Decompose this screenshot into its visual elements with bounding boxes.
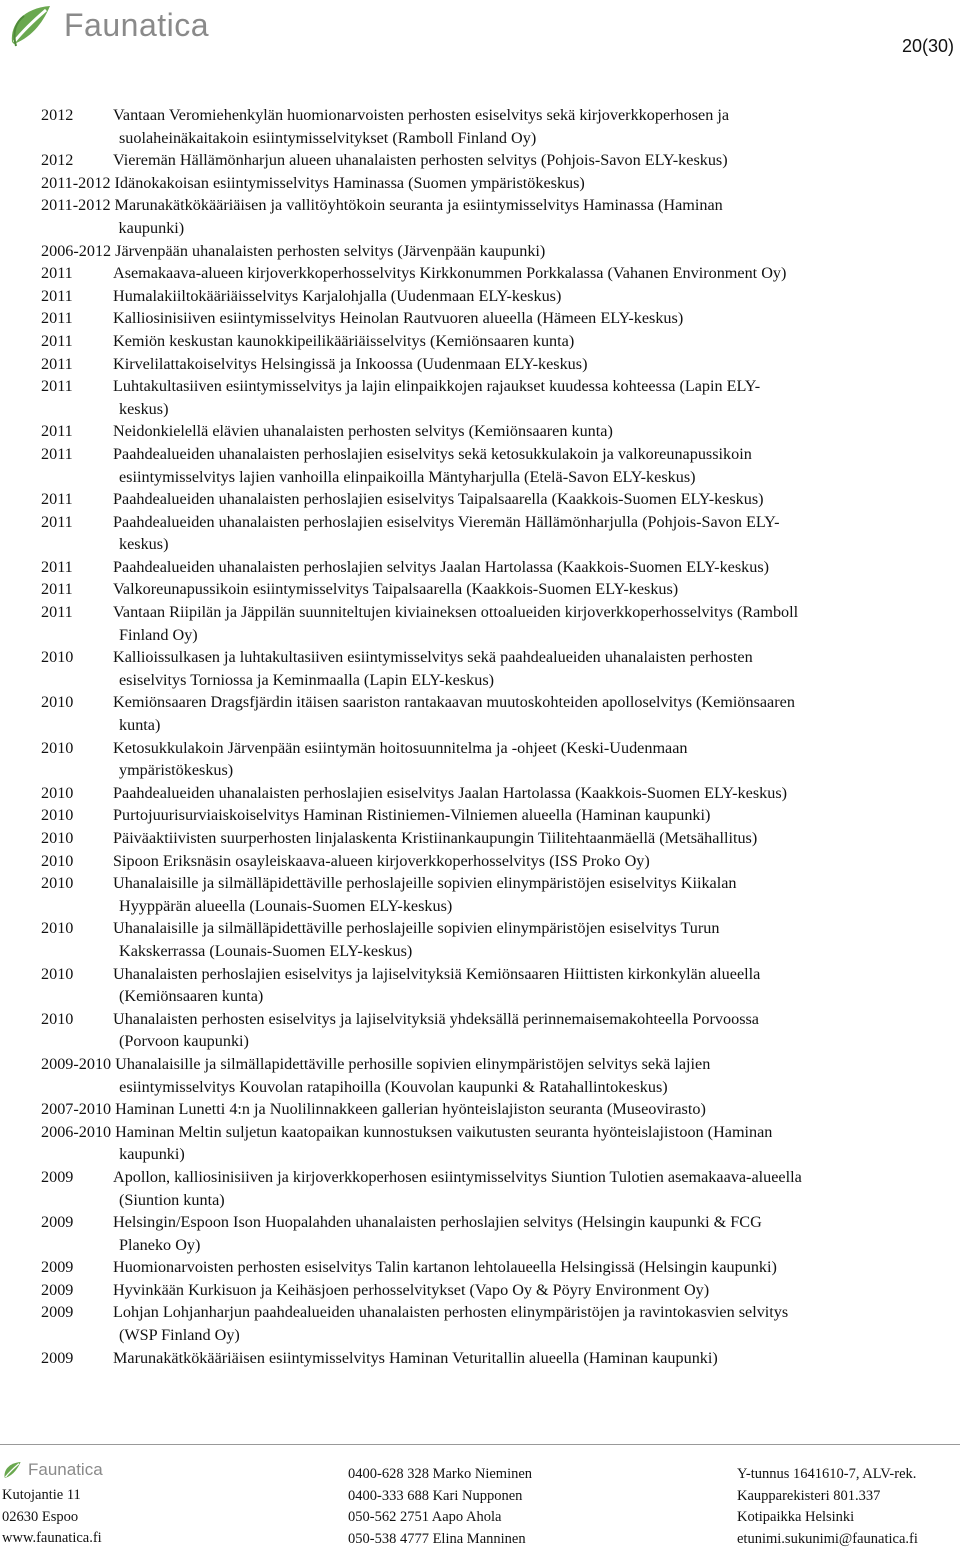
entry-line: Paahdealueiden uhanalaisten perhoslajien esiselvitys sekä ketosukkulakoin ja valkoreunapussikoin: [113, 443, 956, 466]
footer-website[interactable]: www.faunatica.fi: [2, 1528, 103, 1550]
footer-divider: [0, 1444, 960, 1445]
entry-description: [113, 1347, 956, 1370]
entry-year: 2011: [41, 578, 113, 601]
entry-year: 2010: [41, 850, 113, 873]
entry-line-continued: (Siuntion kunta): [113, 1189, 956, 1212]
entry-year: 2011: [41, 307, 113, 330]
leaf-logo-icon: [6, 2, 58, 48]
project-entry: [41, 872, 956, 917]
entry-description: [113, 420, 956, 443]
project-entry: [41, 1166, 956, 1211]
footer-contact: 050-538 4777 Elina Manninen: [348, 1529, 532, 1550]
entry-description: [113, 691, 956, 736]
entry-description: [115, 172, 956, 195]
entry-line-continued: (Kemiönsaaren kunta): [113, 985, 956, 1008]
entry-year: 2010: [41, 804, 113, 827]
entry-year: 2009-2010: [41, 1053, 111, 1098]
leaf-logo-icon: [2, 1460, 24, 1480]
entry-line: Paahdealueiden uhanalaisten perhoslajien esiselvitys Jaalan Hartolassa (Kaakkois-Suomen ELY-keskus): [113, 782, 956, 805]
entry-line-continued: Planeko Oy): [113, 1234, 956, 1257]
entry-line-continued: keskus): [113, 533, 956, 556]
footer-contact: 0400-628 328 Marko Nieminen: [348, 1464, 532, 1486]
project-entry: [41, 827, 956, 850]
project-entry: [41, 850, 956, 873]
project-entry: [41, 1211, 956, 1256]
entry-year: 2007-2010: [41, 1098, 111, 1121]
footer-logo-text: Faunatica: [28, 1459, 103, 1481]
entry-description: [113, 353, 956, 376]
entry-line: Kirvelilattakoiselvitys Helsingissä ja Inkoossa (Uudenmaan ELY-keskus): [113, 353, 956, 376]
entry-line-continued: (WSP Finland Oy): [113, 1324, 956, 1347]
entry-line: Päiväaktiivisten suurperhosten linjalaskenta Kristiinankaupungin Tiilitehtaanmäellä (Metsähallitus): [113, 827, 956, 850]
entry-line: Sipoon Eriksnäsin osayleiskaava-alueen kirjoverkkoperhosselvitys (ISS Proko Oy): [113, 850, 956, 873]
entry-line: Vieremän Hällämönharjun alueen uhanalaisten perhosten selvitys (Pohjois-Savon ELY-keskus): [113, 149, 956, 172]
entry-year: 2010: [41, 872, 113, 917]
entry-line: Uhanalaisille ja silmällapidettäville perhosille sopivien elinympäristöjen selvitys sekä lajien: [115, 1053, 956, 1076]
entry-year: 2011-2012: [41, 172, 111, 195]
entry-line: Neidonkielellä elävien uhanalaisten perhosten selvitys (Kemiönsaaren kunta): [113, 420, 956, 443]
entry-description: [113, 375, 956, 420]
project-entry: [41, 104, 956, 149]
entry-year: 2011: [41, 511, 113, 556]
entry-description: [113, 330, 956, 353]
entry-description: [113, 872, 956, 917]
entry-year: 2011: [41, 488, 113, 511]
project-entry: [41, 1301, 956, 1346]
entry-line-continued: Kakskerrassa (Lounais-Suomen ELY-keskus): [113, 940, 956, 963]
entry-description: [113, 646, 956, 691]
entry-description: [115, 240, 956, 263]
project-entry: [41, 240, 956, 263]
entry-description: [113, 556, 956, 579]
entry-line-continued: keskus): [113, 398, 956, 421]
entry-line-continued: kaupunki): [113, 217, 956, 240]
entry-description: [113, 488, 956, 511]
entry-description: [115, 194, 956, 239]
project-entry: [41, 1121, 956, 1166]
footer-business-id: Y-tunnus 1641610-7, ALV-rek.: [737, 1464, 918, 1486]
project-entry: [41, 963, 956, 1008]
entry-year: 2009: [41, 1347, 113, 1370]
entry-line: Marunakätkökääriäisen ja vallitöyhtökoin seuranta ja esiintymisselvitys Haminassa (Haminan: [115, 194, 956, 217]
entry-description: [115, 1098, 956, 1121]
project-entry: [41, 737, 956, 782]
entry-year: 2011: [41, 601, 113, 646]
entry-description: [113, 1256, 956, 1279]
entry-description: [113, 307, 956, 330]
entry-year: 2006-2012: [41, 240, 111, 263]
entry-line: Uhanalaisten perhosten esiselvitys ja lajiselvityksiä yhdeksällä perinnemaisemakohteella Porvoossa: [113, 1008, 956, 1031]
entry-line: Kalliosinisiiven esiintymisselvitys Heinolan Rautvuoren alueella (Hämeen ELY-keskus): [113, 307, 956, 330]
entry-line-continued: ympäristökeskus): [113, 759, 956, 782]
entry-year: 2011: [41, 443, 113, 488]
entry-line: Paahdealueiden uhanalaisten perhoslajien esiselvitys Taipalsaarella (Kaakkois-Suomen ELY-keskus): [113, 488, 956, 511]
entry-line: Ketosukkulakoin Järvenpään esiintymän hoitosuunnitelma ja -ohjeet (Keski-Uudenmaan: [113, 737, 956, 760]
entry-description: [113, 443, 956, 488]
entry-description: [113, 601, 956, 646]
entry-description: [113, 737, 956, 782]
entry-line: Uhanalaisten perhoslajien esiselvitys ja lajiselvityksiä Kemiönsaaren Hiittisten kirkonkylän alueella: [113, 963, 956, 986]
entry-year: 2010: [41, 917, 113, 962]
entry-line: Kallioissulkasen ja luhtakultasiiven esiintymisselvitys sekä paahdealueiden uhanalaisten perhosten: [113, 646, 956, 669]
entry-year: 2009: [41, 1256, 113, 1279]
entry-line: Valkoreunapussikoin esiintymisselvitys Taipalsaarella (Kaakkois-Suomen ELY-keskus): [113, 578, 956, 601]
page-number: 20(30): [902, 36, 954, 57]
footer-domicile: Kotipaikka Helsinki: [737, 1507, 918, 1529]
entry-year: 2011: [41, 353, 113, 376]
entry-year: 2011: [41, 330, 113, 353]
entry-line-continued: esiintymisselvitys lajien vanhoilla elinpaikoilla Mäntyharjulla (Etelä-Savon ELY-keskus): [113, 466, 956, 489]
entry-year: 2009: [41, 1279, 113, 1302]
entry-line-continued: kaupunki): [113, 1143, 956, 1166]
project-entry: [41, 149, 956, 172]
entry-description: [113, 149, 956, 172]
project-entry: [41, 1256, 956, 1279]
entry-line: Purtojuurisurviaiskoiselvitys Haminan Ristiniemen-Vilniemen alueella (Haminan kaupunki): [113, 804, 956, 827]
project-entry: [41, 917, 956, 962]
footer-postal: 02630 Espoo: [2, 1507, 103, 1529]
entry-year: 2012: [41, 149, 113, 172]
entry-line: Helsingin/Espoon Ison Huopalahden uhanalaisten perhoslajien selvitys (Helsingin kaupunki & FCG: [113, 1211, 956, 1234]
project-entry: [41, 420, 956, 443]
project-entry: [41, 601, 956, 646]
project-entry: [41, 1008, 956, 1053]
entry-year: 2011: [41, 285, 113, 308]
entry-line: Haminan Lunetti 4:n ja Nuolilinnakkeen gallerian hyönteislajiston seuranta (Museovirasto): [115, 1098, 956, 1121]
entry-line: Kemiön keskustan kaunokkipeilikääriäisselvitys (Kemiönsaaren kunta): [113, 330, 956, 353]
entry-description: [113, 1008, 956, 1053]
entry-year: 2010: [41, 827, 113, 850]
project-entry: [41, 511, 956, 556]
entry-description: [113, 1279, 956, 1302]
entry-year: 2012: [41, 104, 113, 149]
entry-description: [113, 850, 956, 873]
project-entry: [41, 646, 956, 691]
entry-line: Lohjan Lohjanharjun paahdealueiden uhanalaisten perhosten elinympäristöjen ja ravintokasvien selvitys: [113, 1301, 956, 1324]
entry-line: Humalakiiltokääriäisselvitys Karjalohjalla (Uudenmaan ELY-keskus): [113, 285, 956, 308]
entry-year: 2011-2012: [41, 194, 111, 239]
project-entry: [41, 262, 956, 285]
project-entry: [41, 556, 956, 579]
entry-year: 2010: [41, 737, 113, 782]
project-entry: [41, 330, 956, 353]
footer-address: [2, 1455, 103, 1550]
project-entry: [41, 1098, 956, 1121]
entry-line-continued: esiselvitys Torniossa ja Keminmaalla (Lapin ELY-keskus): [113, 669, 956, 692]
entry-description: [113, 917, 956, 962]
entry-description: [113, 782, 956, 805]
entry-line: Vantaan Riipilän ja Jäppilän suunniteltujen kiviaineksen ottoalueiden kirjoverkkoperhosselvitys (Ramboll: [113, 601, 956, 624]
entry-description: [113, 804, 956, 827]
project-entry: [41, 172, 956, 195]
entry-line: Huomionarvoisten perhosten esiselvitys Talin kartanon lehtolaueella Helsingissä (Helsingin kaupunki): [113, 1256, 956, 1279]
project-entry: [41, 194, 956, 239]
footer-trade-register: Kaupparekisteri 801.337: [737, 1486, 918, 1508]
entry-description: [113, 1211, 956, 1256]
entry-year: 2011: [41, 556, 113, 579]
footer-contact: 050-562 2751 Aapo Ahola: [348, 1507, 532, 1529]
entry-line-continued: (Porvoon kaupunki): [113, 1030, 956, 1053]
entry-line: Uhanalaisille ja silmälläpidettäville perhoslajeille sopivien elinympäristöjen esiselvitys Turun: [113, 917, 956, 940]
entry-year: 2011: [41, 262, 113, 285]
faunatica-logo: [6, 0, 209, 50]
footer-contact: 0400-333 688 Kari Nupponen: [348, 1486, 532, 1508]
project-entry: [41, 353, 956, 376]
entry-year: 2010: [41, 1008, 113, 1053]
entry-description: [113, 262, 956, 285]
entry-description: [113, 963, 956, 1008]
entry-line-continued: Finland Oy): [113, 624, 956, 647]
entry-description: [113, 104, 956, 149]
project-entry: [41, 782, 956, 805]
entry-line: Apollon, kalliosinisiiven ja kirjoverkkoperhosen esiintymisselvitys Siuntion Tulotien asemakaava-alueella: [113, 1166, 956, 1189]
logo-text: Faunatica: [64, 7, 209, 44]
entry-line: Järvenpään uhanalaisten perhosten selvitys (Järvenpään kaupunki): [115, 240, 956, 263]
entry-description: [113, 1301, 956, 1346]
project-entry: [41, 443, 956, 488]
entry-line: Idänokakoisan esiintymisselvitys Haminassa (Suomen ympäristökeskus): [115, 172, 956, 195]
footer-email[interactable]: etunimi.sukunimi@faunatica.fi: [737, 1529, 918, 1550]
entry-line: Haminan Meltin suljetun kaatopaikan kunnostuksen vaikutusten seuranta hyönteislajistoon (Haminan: [115, 1121, 956, 1144]
entry-line: Paahdealueiden uhanalaisten perhoslajien esiselvitys Vieremän Hällämönharjulla (Pohjois-Savon ELY-: [113, 511, 956, 534]
entry-year: 2009: [41, 1166, 113, 1211]
project-entry: [41, 488, 956, 511]
project-entry: [41, 307, 956, 330]
entry-line: Uhanalaisille ja silmälläpidettäville perhoslajeille sopivien elinympäristöjen esiselvitys Kiikalan: [113, 872, 956, 895]
entry-description: [113, 285, 956, 308]
entry-line: Kemiönsaaren Dragsfjärdin itäisen saariston rantakaavan muutoskohteiden apolloselvitys (Kemiönsaaren: [113, 691, 956, 714]
footer-street: Kutojantie 11: [2, 1485, 103, 1507]
entry-description: [113, 1166, 956, 1211]
entry-line: Luhtakultasiiven esiintymisselvitys ja lajin elinpaikkojen rajaukset kuudessa kohteessa (Lapin ELY-: [113, 375, 956, 398]
project-entry: [41, 578, 956, 601]
entry-line: Vantaan Veromiehenkylän huomionarvoisten perhosten esiselvitys sekä kirjoverkkoperhosen ja: [113, 104, 956, 127]
footer-logo: [2, 1455, 103, 1485]
entry-year: 2010: [41, 691, 113, 736]
entry-line-continued: kunta): [113, 714, 956, 737]
page-header: [0, 0, 960, 60]
entry-year: 2009: [41, 1301, 113, 1346]
project-entry: [41, 691, 956, 736]
project-list: [41, 104, 956, 1369]
entry-description: [113, 827, 956, 850]
entry-line: Marunakätkökääriäisen esiintymisselvitys Haminan Veturitallin alueella (Haminan kaupunki): [113, 1347, 956, 1370]
entry-line: Paahdealueiden uhanalaisten perhoslajien selvitys Jaalan Hartolassa (Kaakkois-Suomen ELY-keskus): [113, 556, 956, 579]
project-entry: [41, 1347, 956, 1370]
project-entry: [41, 804, 956, 827]
entry-description: [113, 578, 956, 601]
entry-year: 2010: [41, 646, 113, 691]
project-entry: [41, 1279, 956, 1302]
entry-description: [113, 511, 956, 556]
entry-year: 2011: [41, 420, 113, 443]
entry-year: 2009: [41, 1211, 113, 1256]
project-entry: [41, 375, 956, 420]
entry-year: 2010: [41, 782, 113, 805]
entry-description: [115, 1121, 956, 1166]
entry-line-continued: suolaheinäkaitakoin esiintymisselvitykset (Ramboll Finland Oy): [113, 127, 956, 150]
entry-line-continued: Hyyppärän alueella (Lounais-Suomen ELY-keskus): [113, 895, 956, 918]
entry-year: 2010: [41, 963, 113, 1008]
entry-description: [115, 1053, 956, 1098]
entry-year: 2006-2010: [41, 1121, 111, 1166]
entry-line-continued: esiintymisselvitys Kouvolan ratapihoilla (Kouvolan kaupunki & Ratahallintokeskus): [113, 1076, 956, 1099]
entry-line: Asemakaava-alueen kirjoverkkoperhosselvitys Kirkkonummen Porkkalassa (Vahanen Environment Oy): [113, 262, 956, 285]
entry-year: 2011: [41, 375, 113, 420]
project-entry: [41, 285, 956, 308]
footer-contacts: [348, 1464, 532, 1550]
entry-line: Hyvinkään Kurkisuon ja Keihäsjoen perhosselvitykset (Vapo Oy & Pöyry Environment Oy): [113, 1279, 956, 1302]
footer-company: [737, 1464, 918, 1550]
project-entry: [41, 1053, 956, 1098]
